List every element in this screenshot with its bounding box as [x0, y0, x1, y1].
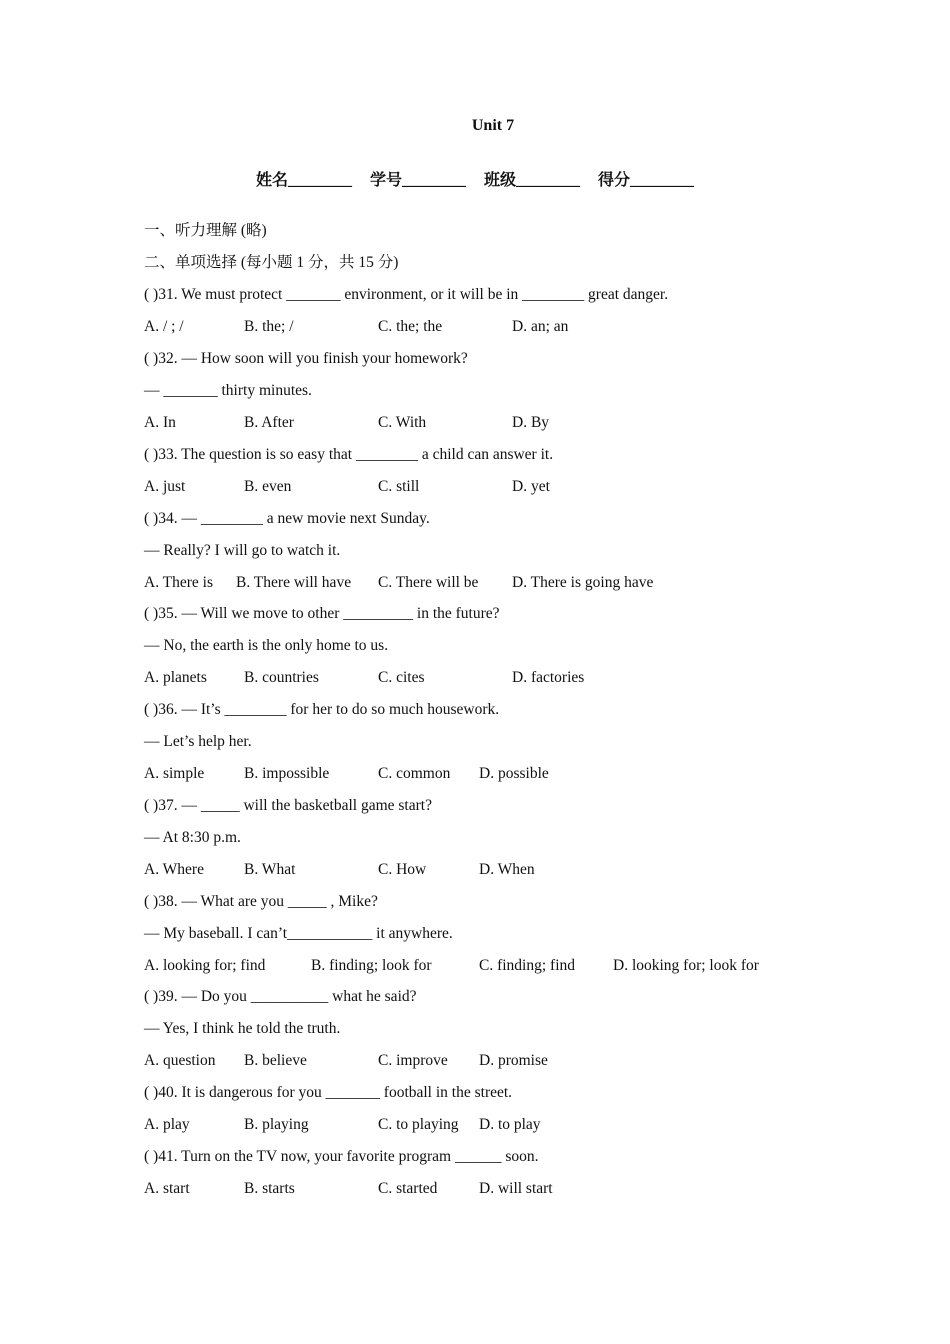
question-stem: ( )37. — _____ will the basketball game start?	[144, 797, 432, 814]
option-d: D. possible	[479, 765, 549, 782]
option-a: A. planets	[144, 669, 207, 686]
option-b: B. finding; look for	[311, 957, 432, 974]
option-a: A. simple	[144, 765, 205, 782]
option-c: C. finding; find	[479, 957, 576, 974]
option-d: D. looking for; look for	[613, 957, 759, 974]
option-d: D. By	[512, 414, 550, 431]
option-b: B. playing	[244, 1116, 309, 1133]
option-b: B. What	[244, 861, 296, 878]
option-c: C. How	[378, 861, 427, 878]
option-a: A. There is	[144, 574, 214, 591]
question-reply: — Really? I will go to watch it.	[144, 542, 341, 559]
option-a: A. start	[144, 1180, 190, 1197]
question-reply: — No, the earth is the only home to us.	[144, 637, 389, 654]
option-c: C. improve	[378, 1052, 448, 1069]
option-a: A. question	[144, 1052, 216, 1069]
option-a: A. play	[144, 1116, 190, 1133]
option-c: C. started	[378, 1180, 438, 1197]
question-reply: — At 8:30 p.m.	[144, 829, 241, 846]
section-heading-listening: 一、听力理解 (略)	[144, 222, 267, 239]
option-d: D. There is going have	[512, 574, 654, 591]
section-heading-choice: 二、单项选择 (每小题 1 分，共 15 分)	[144, 254, 399, 271]
student-number-field: 学号________	[369, 172, 466, 189]
question-stem: ( )31. We must protect _______ environment, or it will be in ________ great danger.	[144, 286, 669, 303]
option-c: C. cites	[378, 669, 425, 686]
option-b: B. After	[244, 414, 294, 431]
question-stem: ( )36. — It’s ________ for her to do so much housework.	[144, 701, 500, 718]
option-b: B. even	[244, 478, 292, 495]
question-reply: — My baseball. I can’t___________ it anywhere.	[144, 925, 453, 942]
option-a: A. looking for; find	[144, 957, 266, 974]
question-reply: — Let’s help her.	[144, 733, 252, 750]
option-b: B. the; /	[244, 318, 294, 335]
option-d: D. promise	[479, 1052, 548, 1069]
option-d: D. will start	[479, 1180, 553, 1197]
option-c: C. With	[378, 414, 427, 431]
question-reply: — _______ thirty minutes.	[144, 382, 312, 399]
question-stem: ( )33. The question is so easy that ________ a child can answer it.	[144, 446, 554, 463]
question-stem: ( )38. — What are you _____ , Mike?	[144, 893, 378, 910]
question-stem: ( )32. — How soon will you finish your homework?	[144, 350, 468, 367]
option-a: A. / ; /	[144, 318, 184, 335]
option-b: B. believe	[244, 1052, 307, 1069]
question-stem: ( )41. Turn on the TV now, your favorite program ______ soon.	[144, 1148, 539, 1165]
option-b: B. countries	[244, 669, 319, 686]
option-c: C. to playing	[378, 1116, 459, 1133]
option-b: B. impossible	[244, 765, 330, 782]
option-c: C. There will be	[378, 574, 479, 591]
option-c: C. common	[378, 765, 451, 782]
class-field: 班级________	[484, 172, 581, 189]
option-b: B. There will have	[236, 574, 352, 591]
option-c: C. still	[378, 478, 420, 495]
option-d: D. yet	[512, 478, 550, 495]
option-d: D. to play	[479, 1116, 541, 1133]
question-stem: ( )39. — Do you __________ what he said?	[144, 988, 417, 1005]
option-b: B. starts	[244, 1180, 295, 1197]
question-stem: ( )40. It is dangerous for you _______ football in the street.	[144, 1084, 513, 1101]
student-info-row	[0, 167, 950, 190]
page-title: Unit 7	[471, 117, 515, 134]
name-field: 姓名________	[255, 172, 352, 189]
score-field: 得分________	[598, 172, 695, 189]
question-stem: ( )35. — Will we move to other _________ in the future?	[144, 605, 500, 622]
question-reply: — Yes, I think he told the truth.	[144, 1020, 341, 1037]
question-stem: ( )34. — ________ a new movie next Sunday.	[144, 510, 430, 527]
option-d: D. an; an	[512, 318, 569, 335]
option-c: C. the; the	[378, 318, 443, 335]
option-d: D. When	[479, 861, 535, 878]
option-a: A. just	[144, 478, 186, 495]
option-a: A. In	[144, 414, 176, 431]
option-a: A. Where	[144, 861, 204, 878]
option-d: D. factories	[512, 669, 585, 686]
